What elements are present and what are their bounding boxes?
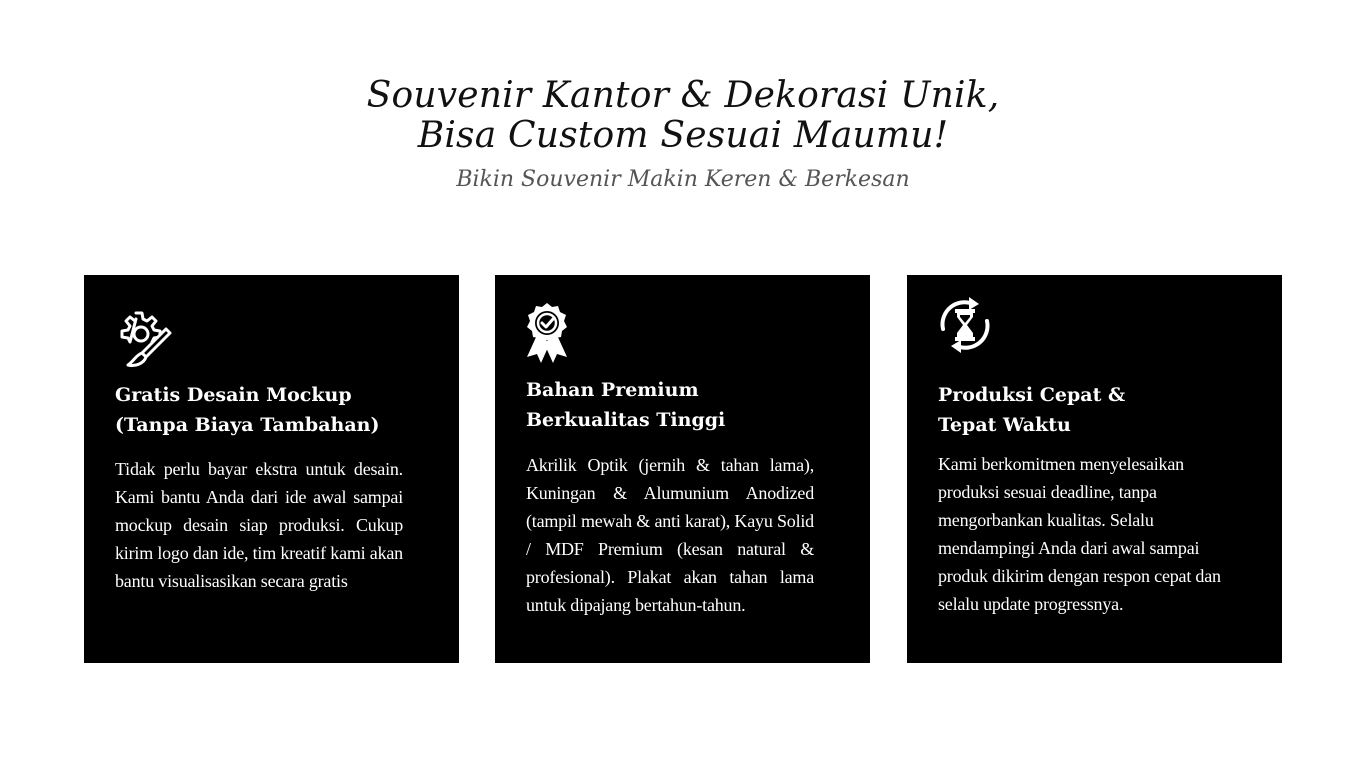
card-title: Produksi Cepat & Tepat Waktu — [938, 384, 1126, 436]
feature-card-fast-production — [907, 275, 1282, 663]
card-title: Bahan Premium Berkualitas Tinggi — [526, 379, 726, 431]
card-description: Kami berkomitmen menyelesaikan produksi sesuai deadline, tanpa mengorbankan kualitas. Selalu mendampingi Anda dari awal sampai produk dikirim dengan respon cepat dan selalu update progressnya. — [938, 454, 1221, 614]
card-title: Gratis Desain Mockup (Tanpa Biaya Tambahan) — [115, 384, 380, 436]
card-description: Tidak perlu bayar ekstra untuk desain. Kami bantu Anda dari ide awal sampai mockup desain siap produksi. Cukup kirim logo dan ide, tim kreatif kami akan bantu visualisasikan secara gratis — [115, 459, 403, 591]
award-badge-icon — [523, 301, 583, 365]
hourglass-refresh-icon — [933, 293, 993, 357]
gear-brush-icon — [114, 309, 174, 373]
page-title-line-1: Souvenir Kantor & Dekorasi Unik, — [366, 75, 1000, 116]
page-title-line-2: Bisa Custom Sesuai Maumu! — [417, 115, 949, 156]
card-description: Akrilik Optik (jernih & tahan lama), Kuningan & Alumunium Anodized (tampil mewah & anti karat), Kayu Solid / MDF Premium (kesan natural & profesional). Plakat akan tahan lama untuk dipajang bertahun-tahun. — [526, 455, 814, 615]
feature-card-free-design — [84, 275, 459, 663]
feature-card-premium-material — [495, 275, 870, 663]
page-title — [0, 76, 1366, 156]
page-subtitle: Bikin Souvenir Makin Keren & Berkesan — [456, 167, 910, 192]
